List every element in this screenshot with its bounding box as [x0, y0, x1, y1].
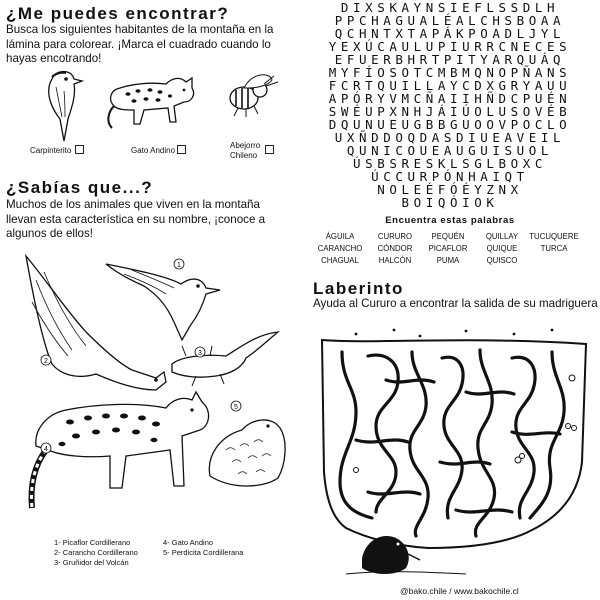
footer-credit: @bako.chile / www.bakochile.cl	[400, 586, 519, 596]
word-search-row: BOIQÓIOK	[401, 195, 499, 210]
maze-title: Laberinto	[313, 279, 404, 298]
bumblebee-checkbox[interactable]	[265, 145, 274, 154]
word-list-item: ÁGUILA	[325, 232, 355, 241]
word-search-row: DQUNUEUGBBGUOOVPOCLO	[328, 117, 572, 132]
maze-illustration	[316, 322, 596, 582]
word-list-item: PICAFLOR	[428, 244, 468, 253]
word-list-item: PEQUÉN	[431, 232, 465, 241]
lizard-drawing	[172, 332, 278, 386]
word-search-row: PPCHAGUALÉALCHSBOAA	[334, 13, 566, 28]
word-search-row: ÚSBSRESKLSGLBOXC	[352, 156, 547, 171]
word-search-row: DIXSKAYNSIEFLSSDLH	[340, 0, 560, 15]
word-search-row: UXÑDDOQDASDIUEAVEIL	[334, 130, 566, 145]
word-list-item: CARANCHO	[317, 244, 363, 253]
word-list-item: QUISCO	[486, 256, 518, 265]
word-search-row: FCRTQUILLAYCDXGRYAUU	[328, 78, 572, 93]
marker-5: 5	[234, 404, 238, 411]
marker-2: 2	[44, 358, 48, 365]
andean-cat-drawing	[32, 392, 209, 508]
word-search-row: QCHNTXTAPÁKPOADLJYL	[334, 26, 566, 41]
word-search-row: MYFÍOSOTCMBMQNOPÑANS	[328, 65, 572, 80]
facts-title: ¿Sabías que...?	[6, 178, 154, 197]
legend-item-5: 5- Perdicita Cordillerana	[163, 548, 244, 557]
marker-3: 3	[198, 350, 202, 357]
word-search-row: SWÉUPXNHJÁIÚOLUSOVÉB	[328, 104, 572, 119]
word-list-item: QUIQUE	[486, 244, 518, 253]
woodpecker-illustration	[34, 67, 94, 147]
word-list-item: QUILLAY	[485, 232, 519, 241]
word-search-row: QUNICOUEAUGUISUOL	[346, 143, 554, 158]
word-list-item: PUMA	[436, 256, 460, 265]
woodpecker-label: Carpinterito	[30, 146, 72, 155]
andean-cat-checkbox[interactable]	[177, 145, 186, 154]
marker-4: 4	[44, 446, 48, 453]
word-list-item: TUCUQUERE	[529, 232, 579, 241]
search-title: ¿Me puedes encontrar?	[6, 4, 230, 23]
word-search-row: ÚCCURPÓNHAIQT	[371, 169, 529, 184]
hummingbird-drawing	[106, 264, 220, 340]
search-instructions: Busca los siguientes habitantes de la montaña en la lámina para colorear. ¡Marca el cuadrado cuando lo hayas encotrando!	[6, 23, 274, 65]
partridge-drawing	[209, 420, 285, 486]
word-search-row: NOLEÉFÓÉYZNX	[377, 182, 523, 197]
marker-1: 1	[177, 262, 181, 269]
bumblebee-illustration	[222, 70, 282, 120]
word-search-row: EFUERBHRTPITYARQUÁQ	[334, 52, 566, 67]
andean-cat-illustration	[104, 64, 204, 134]
word-list-item: HALCÓN	[378, 256, 412, 265]
word-list-item: CÓNDOR	[377, 244, 413, 253]
andean-cat-label: Gato Andino	[131, 146, 176, 155]
word-search-row: YEXÚCAULUPIURRCNECES	[328, 39, 572, 54]
mountain-animals-illustration	[6, 250, 296, 530]
word-list-item: TURCA	[540, 244, 568, 253]
legend-item-2: 2- Carancho Cordillerano	[54, 548, 138, 557]
word-search-row: APÓRYVMCÑAIIHÑDCPUÉN	[328, 91, 572, 106]
facts-text: Muchos de los animales que viven en la montaña llevan esta característica en su nombre, ¡conoce a algunos de ellos!	[6, 198, 266, 240]
word-list-item: CHAGUAL	[321, 256, 359, 265]
maze-instructions: Ayuda al Cururo a encontrar la salida de su madriguera	[313, 297, 598, 310]
legend-item-4: 4- Gato Andino	[163, 538, 214, 547]
word-list-item: CURURO	[377, 232, 413, 241]
bumblebee-label: Abejorro Chileno	[230, 141, 261, 160]
legend-item-1: 1- Picaflor Cordillerano	[54, 538, 131, 547]
woodpecker-checkbox[interactable]	[75, 145, 84, 154]
word-list-title: Encuentra estas palabras	[385, 215, 515, 226]
legend-item-3: 3- Gruñidor del Volcán	[54, 558, 129, 567]
